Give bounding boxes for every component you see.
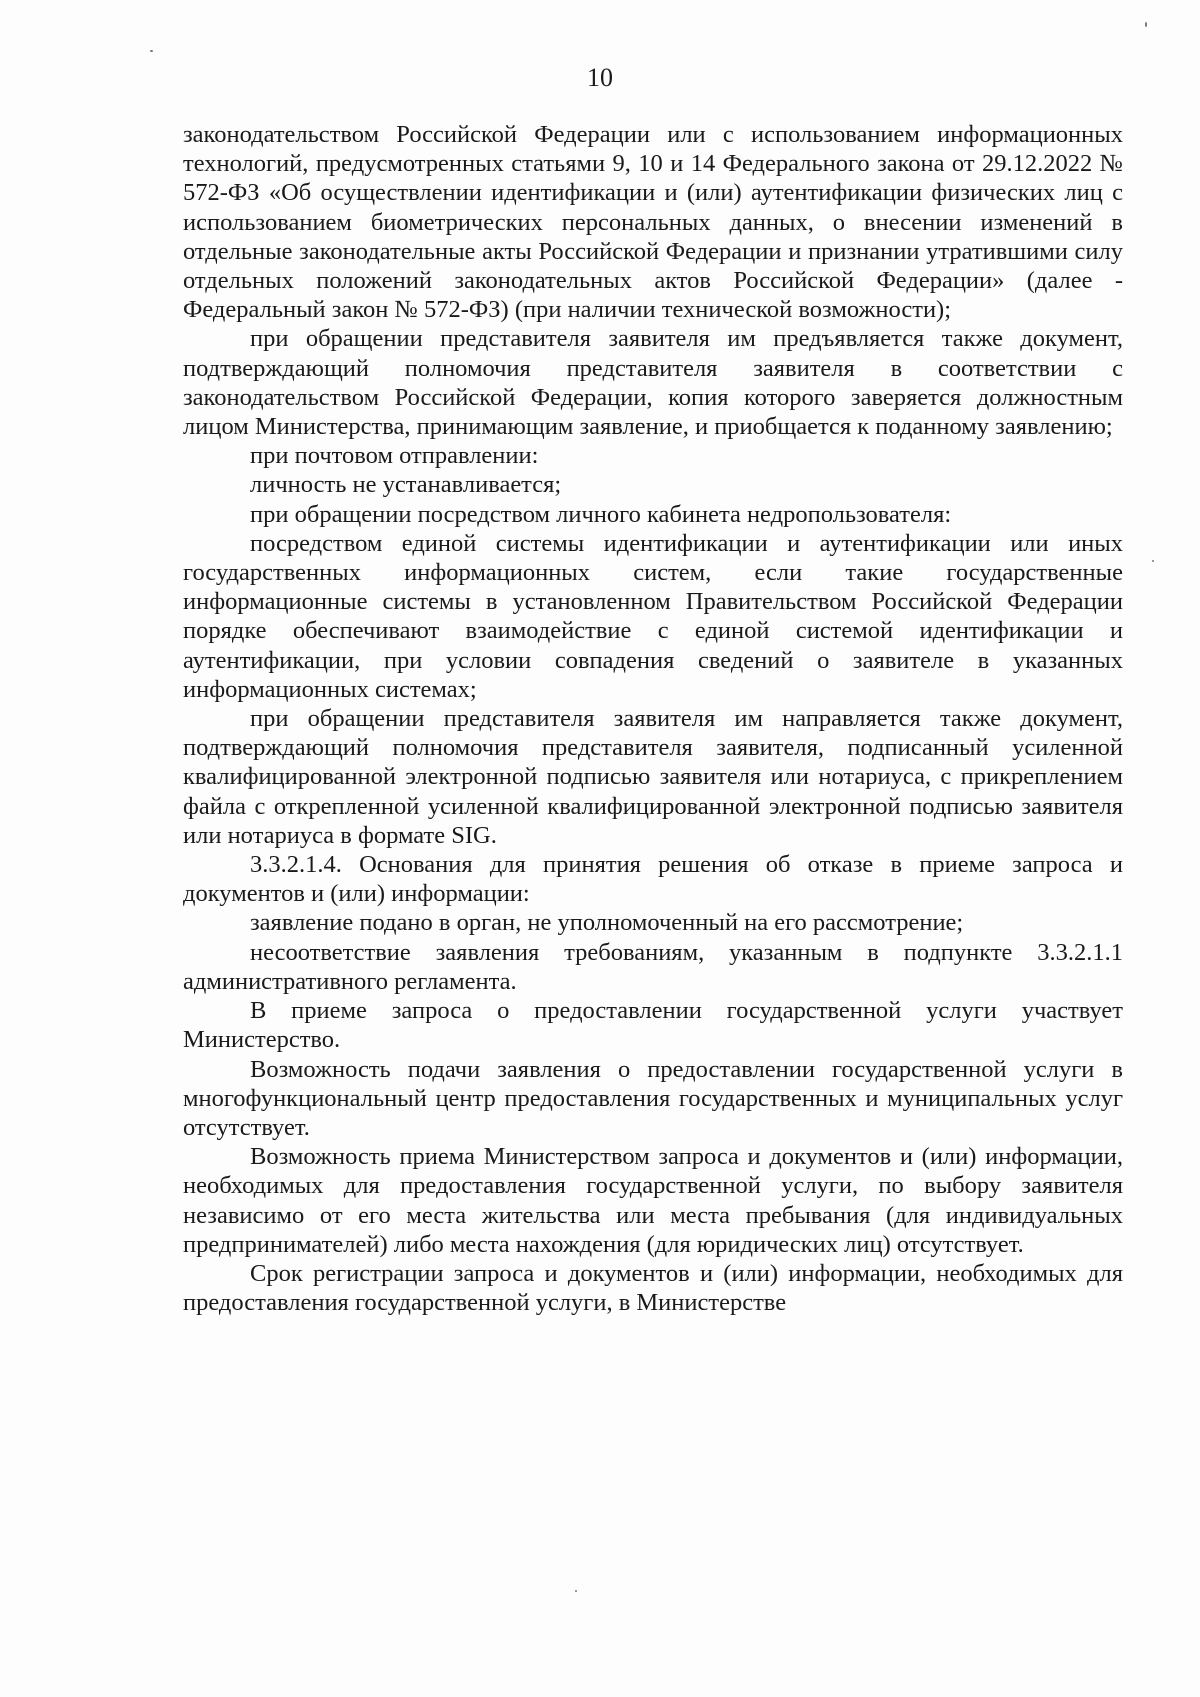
paragraph: при обращении посредством личного кабинета недропользователя: <box>250 500 952 528</box>
paragraph: В приеме запроса о предоставлении государственной услуги участвует Министерство. <box>183 997 1123 1054</box>
paragraph: несоответствие заявления требованиям, указанным в подпункте 3.3.2.1.1 административного регламента. <box>183 938 1123 995</box>
paragraph: при обращении представителя заявителя им предъявляется также документ, подтверждающий полномочия представителя заявителя в соответствии с законодательством Российской Федерации, копия которого заверяется должностным лицом Министерства, принимающим заявление, и приобщается к поданному заявлению; <box>183 325 1123 441</box>
paragraph: Возможность подачи заявления о предоставлении государственной услуги в многофункциональный центр предоставления государственных и муниципальных услуг отсутствует. <box>183 1055 1123 1141</box>
scan-speck <box>1152 560 1154 562</box>
scan-speck <box>150 50 153 52</box>
scan-speck <box>1145 22 1147 27</box>
paragraph: Возможность приема Министерством запроса и документов и (или) информации, необходимых для предоставления государственной услуги, по выбору заявителя независимо от его места жительства или места пребывания (для индивидуальных предпринимателей) либо места нахождения (для юридических лиц) отсутствует. <box>183 1143 1123 1258</box>
paragraph: заявление подано в орган, не уполномоченный на его рассмотрение; <box>250 909 964 937</box>
paragraph: 3.3.2.1.4. Основания для принятия решения об отказе в приеме запроса и документов и (или) информации: <box>183 851 1123 908</box>
paragraph: при почтовом отправлении: <box>250 442 539 470</box>
paragraph: Срок регистрации запроса и документов и (или) информации, необходимых для предоставления государственной услуги, в Министерстве <box>183 1259 1123 1317</box>
scan-speck <box>575 1590 577 1592</box>
paragraph: при обращении представителя заявителя им направляется также документ, подтверждающий полномочия представителя заявителя, подписанный усиленной квалифицированной электронной подписью заявителя или нотариуса, с прикреплением файла с открепленной усиленной квалифицированной электронной подписью заявителя или нотариуса в формате SIG. <box>183 705 1123 849</box>
paragraph: посредством единой системы идентификации и аутентификации или иных государственных информационных систем, если такие государственные информационные системы в установленном Правительством Российской Федерации порядке обеспечивают взаимодействие с единой системой идентификации и аутентификации, при условии совпадения сведений о заявителе в указанных информационных системах; <box>183 529 1123 703</box>
page-number: 10 <box>587 63 613 92</box>
document-body <box>183 120 1123 1317</box>
paragraph: законодательством Российской Федерации или с использованием информационных технологий, предусмотренных статьями 9, 10 и 14 Федерального закона от 29.12.2022 № 572-ФЗ «Об осуществлении идентификации и (или) аутентификации физических лиц с использованием биометрических персональных данных, о внесении изменений в отдельные законодательные акты Российской Федерации и признании утратившими силу отдельных положений законодательных актов Российской Федерации» (далее - Федеральный закон № 572-ФЗ) (при наличии технической возможности); <box>183 121 1123 324</box>
paragraph: личность не устанавливается; <box>250 471 562 499</box>
